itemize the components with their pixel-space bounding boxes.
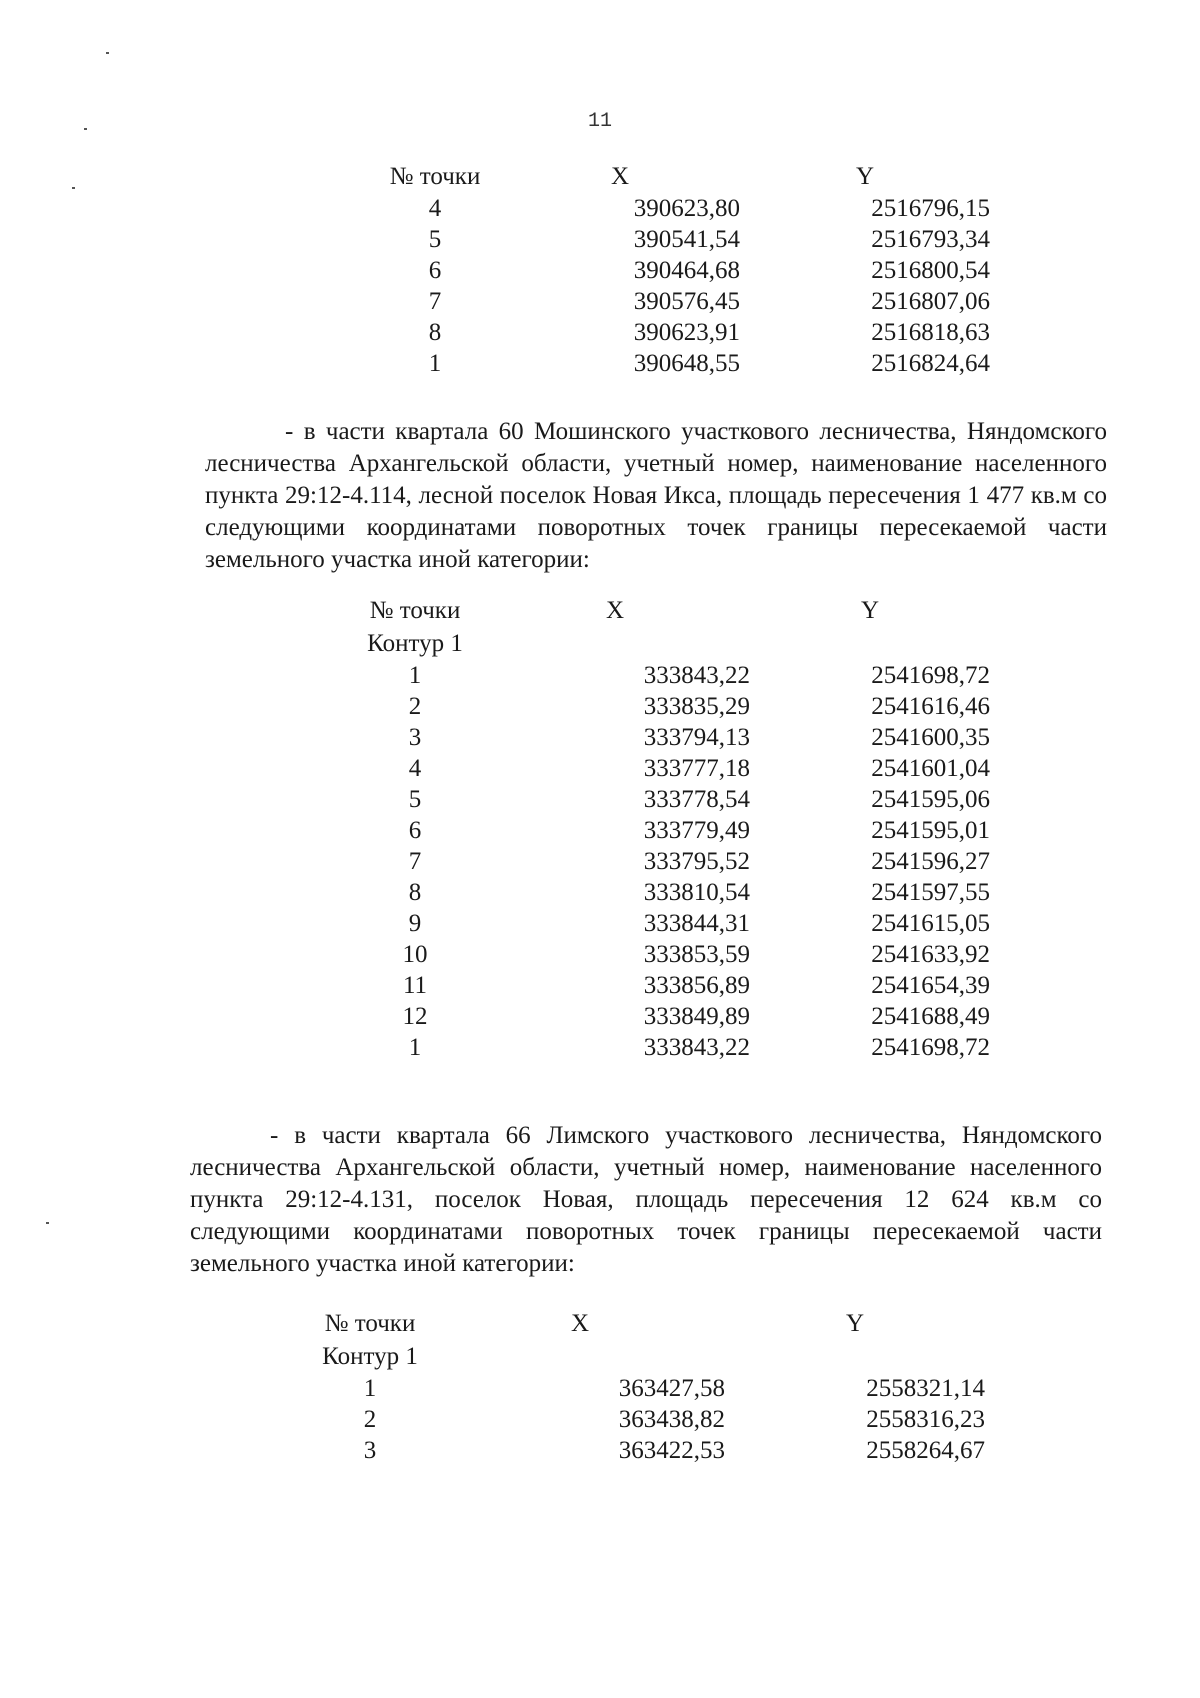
table-row (350, 1001, 990, 1032)
x-coordinate: 390541,54 (633, 226, 740, 253)
table-row (350, 908, 990, 939)
x-coordinate: 333795,52 (643, 848, 750, 875)
y-coordinate: 2541688,49 (871, 1003, 990, 1030)
x-coordinate: 390623,91 (633, 319, 740, 346)
x-coordinate: 333778,54 (643, 786, 750, 813)
contour-label: Контур 1 (322, 1343, 418, 1370)
table-row (370, 348, 990, 379)
y-coordinate: 2541633,92 (871, 941, 990, 968)
point-number-header: № точки (389, 163, 481, 190)
table-body (305, 1373, 985, 1466)
y-coordinate: 2516793,34 (871, 226, 990, 253)
table-row (350, 691, 990, 722)
point-number: 2 (408, 693, 422, 720)
x-coordinate: 390623,80 (633, 195, 740, 222)
point-number: 9 (408, 910, 422, 937)
y-coordinate: 2541595,01 (871, 817, 990, 844)
y-coordinate: 2541654,39 (871, 972, 990, 999)
y-coordinate: 2541698,72 (871, 662, 990, 689)
table-row (370, 286, 990, 317)
table-row (350, 784, 990, 815)
point-number: 5 (408, 786, 422, 813)
point-number: 4 (428, 195, 442, 222)
x-coordinate: 333794,13 (643, 724, 750, 751)
x-header: X (570, 1310, 590, 1337)
page-number: 11 (587, 110, 612, 133)
table-row (370, 224, 990, 255)
y-header: Y (855, 163, 875, 190)
point-number: 4 (408, 755, 422, 782)
point-number: 6 (428, 257, 442, 284)
table-row (350, 753, 990, 784)
table-row (350, 1032, 990, 1063)
x-coordinate: 390464,68 (633, 257, 740, 284)
table-row (350, 722, 990, 753)
x-coordinate: 333810,54 (643, 879, 750, 906)
y-coordinate: 2516818,63 (871, 319, 990, 346)
y-coordinate: 2516824,64 (871, 350, 990, 377)
paragraph-quarter-66: - в части квартала 66 Лимского участкового лесничества, Няндомского лесничества Архангельской области, учетный номер, наименование населенного пункта 29:12-4.131, поселок Новая, площадь пересечения 12 624 кв.м со следующими координатами поворотных точек границы пересекаемой части земельного участка иной категории: (190, 1122, 1102, 1277)
table-header-row (350, 594, 990, 627)
paragraph-quarter-60: - в части квартала 60 Мошинского участкового лесничества, Няндомского лесничества Архангельской области, учетный номер, наименование населенного пункта 29:12-4.114, лесной поселок Новая Икса, площадь пересечения 1 477 кв.м со следующими координатами поворотных точек границы пересекаемой части земельного участка иной категории: (205, 418, 1107, 573)
table-row (370, 193, 990, 224)
table-row (370, 255, 990, 286)
x-coordinate: 333844,31 (643, 910, 750, 937)
point-number: 1 (363, 1375, 377, 1402)
point-number: 10 (402, 941, 428, 968)
table-row (305, 1404, 985, 1435)
y-coordinate: 2516807,06 (871, 288, 990, 315)
x-header: X (605, 597, 625, 624)
scan-speck (106, 52, 109, 54)
y-coordinate: 2558264,67 (866, 1437, 985, 1464)
x-coordinate: 363438,82 (618, 1406, 725, 1433)
x-coordinate: 333843,22 (643, 662, 750, 689)
point-number: 6 (408, 817, 422, 844)
table-row (305, 1373, 985, 1404)
y-coordinate: 2541597,55 (871, 879, 990, 906)
point-number: 8 (428, 319, 442, 346)
y-coordinate: 2516800,54 (871, 257, 990, 284)
table-row (350, 939, 990, 970)
y-coordinate: 2541595,06 (871, 786, 990, 813)
x-header: X (610, 163, 630, 190)
point-number: 2 (363, 1406, 377, 1433)
table-row (350, 877, 990, 908)
point-number: 3 (363, 1437, 377, 1464)
table-header-row (370, 160, 990, 193)
scan-speck (72, 187, 75, 189)
x-coordinate: 390648,55 (633, 350, 740, 377)
point-number: 3 (408, 724, 422, 751)
table-body (370, 193, 990, 379)
x-coordinate: 333779,49 (643, 817, 750, 844)
table-row (350, 970, 990, 1001)
scan-speck (84, 128, 87, 130)
contour-row (350, 627, 990, 660)
point-number: 12 (402, 1003, 428, 1030)
point-number: 7 (408, 848, 422, 875)
point-number: 1 (408, 1034, 422, 1061)
x-coordinate: 363427,58 (618, 1375, 725, 1402)
x-coordinate: 333777,18 (643, 755, 750, 782)
y-coordinate: 2558321,14 (866, 1375, 985, 1402)
y-coordinate: 2541600,35 (871, 724, 990, 751)
coordinates-table-3 (305, 1307, 985, 1466)
table-row (350, 815, 990, 846)
y-header: Y (860, 597, 880, 624)
y-coordinate: 2558316,23 (866, 1406, 985, 1433)
y-coordinate: 2516796,15 (871, 195, 990, 222)
point-number: 5 (428, 226, 442, 253)
scan-speck (46, 1222, 49, 1224)
point-number: 1 (428, 350, 442, 377)
contour-label: Контур 1 (367, 630, 463, 657)
point-number: 7 (428, 288, 442, 315)
point-number: 1 (408, 662, 422, 689)
y-coordinate: 2541698,72 (871, 1034, 990, 1061)
coordinates-table-2 (350, 594, 990, 1063)
table-row (370, 317, 990, 348)
y-header: Y (845, 1310, 865, 1337)
x-coordinate: 333853,59 (643, 941, 750, 968)
x-coordinate: 390576,45 (633, 288, 740, 315)
y-coordinate: 2541601,04 (871, 755, 990, 782)
point-number: 11 (402, 972, 428, 999)
y-coordinate: 2541596,27 (871, 848, 990, 875)
table-row (350, 660, 990, 691)
x-coordinate: 333849,89 (643, 1003, 750, 1030)
x-coordinate: 333835,29 (643, 693, 750, 720)
y-coordinate: 2541616,46 (871, 693, 990, 720)
point-number-header: № точки (369, 597, 461, 624)
contour-row (305, 1340, 985, 1373)
x-coordinate: 333843,22 (643, 1034, 750, 1061)
x-coordinate: 333856,89 (643, 972, 750, 999)
x-coordinate: 363422,53 (618, 1437, 725, 1464)
table-row (350, 846, 990, 877)
y-coordinate: 2541615,05 (871, 910, 990, 937)
point-number: 8 (408, 879, 422, 906)
table-row (305, 1435, 985, 1466)
point-number-header: № точки (324, 1310, 416, 1337)
table-header-row (305, 1307, 985, 1340)
coordinates-table-1 (370, 160, 990, 379)
table-body (350, 660, 990, 1063)
